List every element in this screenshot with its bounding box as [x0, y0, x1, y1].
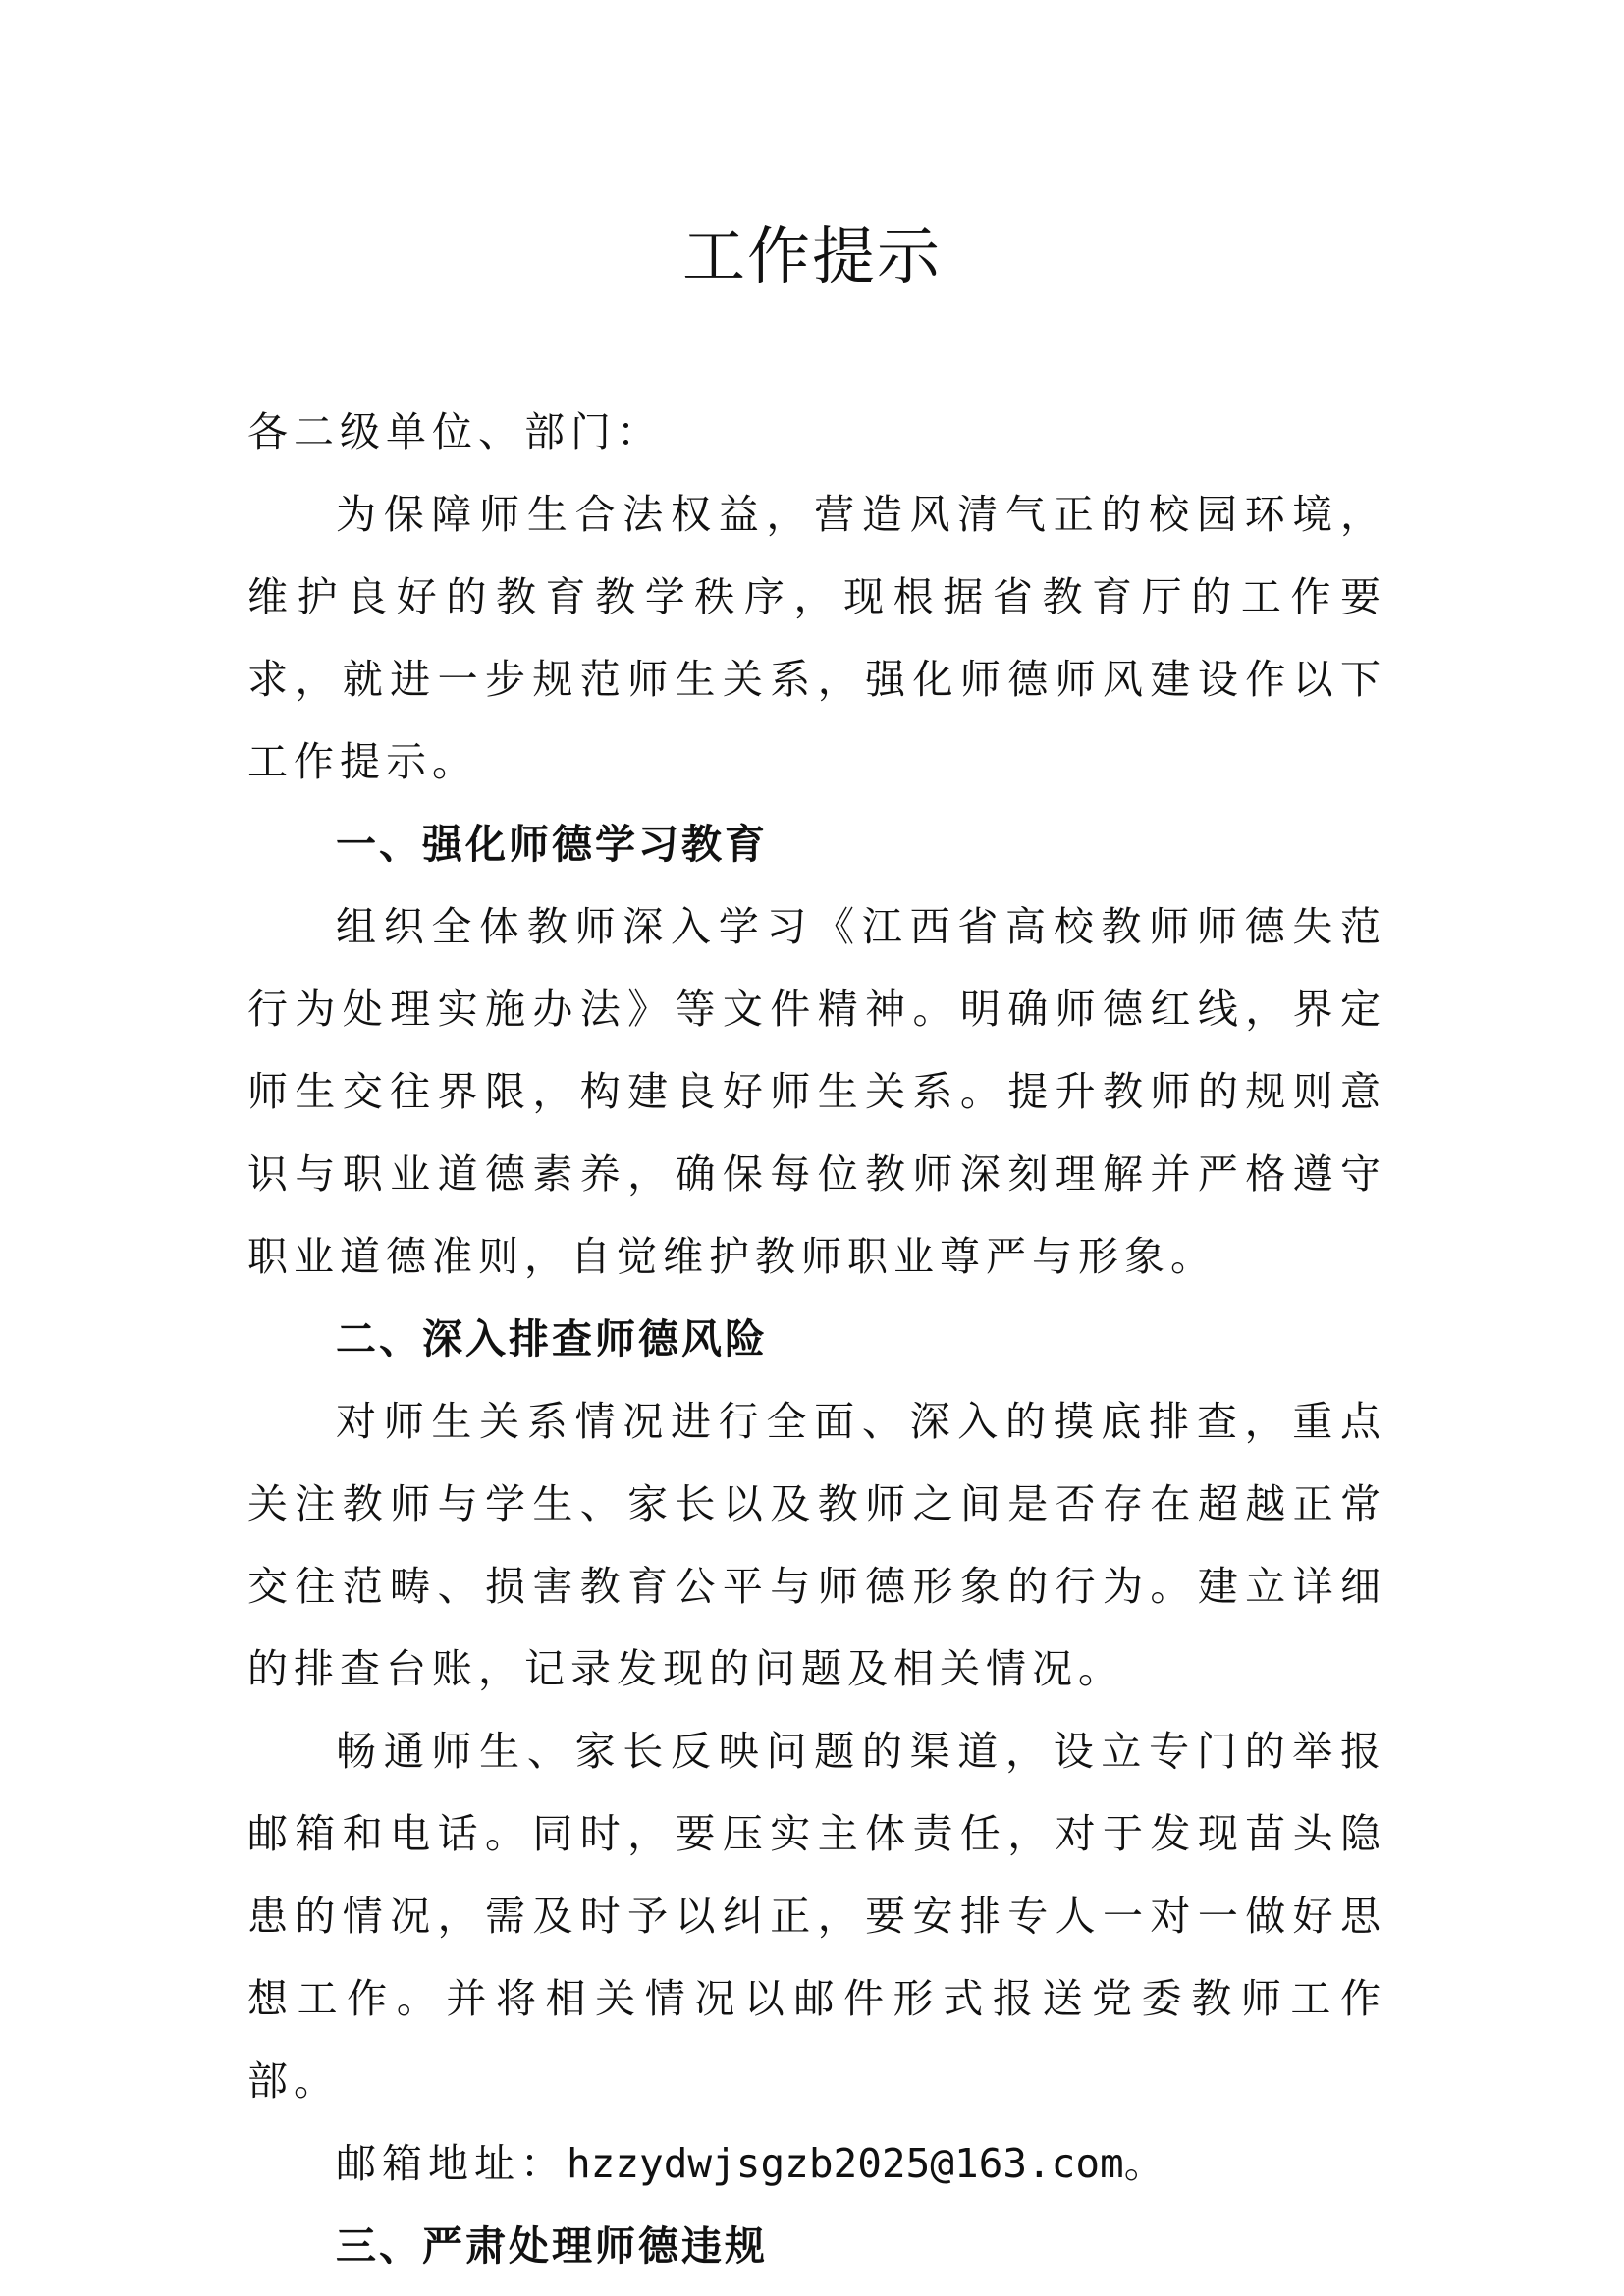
section-1-paragraph-1: 组织全体教师深入学习《江西省高校教师师德失范行为处理实施办法》等文件精神。明确师德红线，界定师生交往界限，构建良好师生关系。提升教师的规则意识与职业道德素养，确保每位教师深刻理解并严格遵守职业道德准则，自觉维护教师职业尊严与形象。: [247, 903, 1386, 1280]
document-title: 工作提示: [682, 221, 942, 294]
section-2-paragraph-1: 对师生关系情况进行全面、深入的摸底排查，重点关注教师与学生、家长以及教师之间是否存在超越正常交往范畴、损害教育公平与师德形象的行为。建立详细的排查台账，记录发现的问题及相关情况。: [247, 1398, 1386, 1692]
email-suffix: 。: [1123, 2140, 1170, 2187]
document-body: [247, 391, 1386, 2287]
email-label: 邮箱地址：: [336, 2140, 567, 2187]
section-2-paragraph-2: 畅通师生、家长反映问题的渠道，设立专门的举报邮箱和电话。同时，要压实主体责任，对于发现苗头隐患的情况，需及时予以纠正，要安排专人一对一做好思想工作。并将相关情况以邮件形式报送党委教师工作部。: [247, 1728, 1386, 2105]
section-heading-2: 二、深入排查师德风险: [336, 1315, 768, 1362]
section-heading-3: 三、严肃处理师德违规: [336, 2222, 768, 2269]
intro-paragraph: 为保障师生合法权益，营造风清气正的校园环境，维护良好的教育教学秩序，现根据省教育厅的工作要求，就进一步规范师生关系，强化师德师风建设作以下工作提示。: [247, 491, 1386, 785]
salutation: 各二级单位、部门：: [247, 408, 663, 455]
email-address[interactable]: hzzydwjsgzb2025@163.com: [567, 2140, 1124, 2187]
email-line: [247, 2122, 1386, 2205]
section-heading-1: 一、强化师德学习教育: [336, 821, 768, 868]
